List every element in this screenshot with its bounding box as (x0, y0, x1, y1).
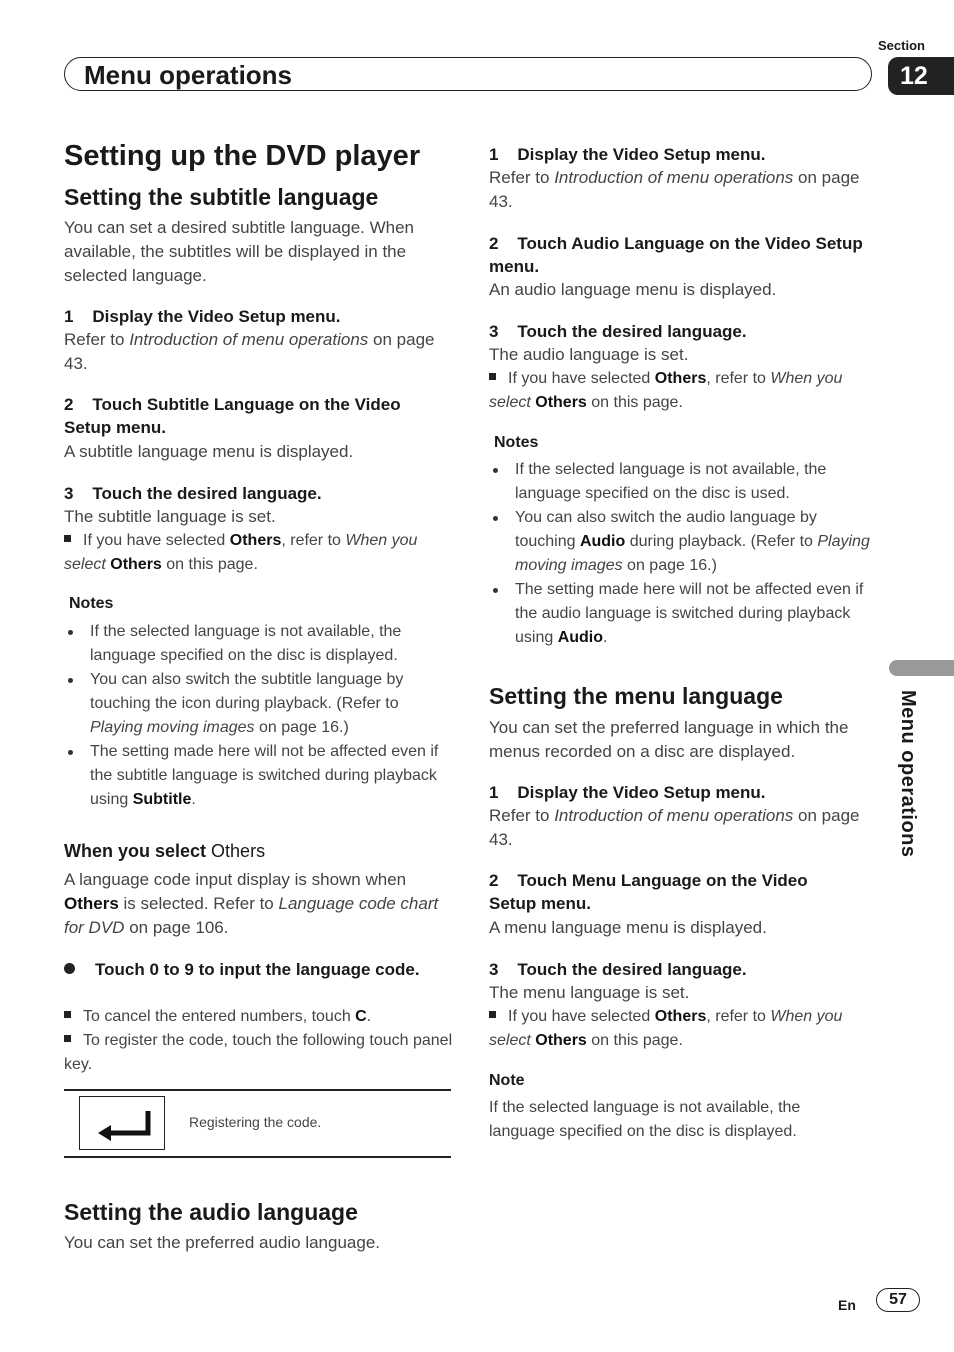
square-bullet-icon (64, 1011, 71, 1018)
enter-key-button[interactable] (79, 1096, 165, 1150)
step-1 (64, 305, 341, 328)
step-3-result: The subtitle language is set. (64, 507, 276, 526)
section-label: Section (878, 38, 925, 53)
step-1-ref: Refer to Introduction of menu operations on page 43. (64, 330, 435, 373)
audio-heading: Setting the audio language (64, 1199, 358, 1225)
step-2: 2 Touch Subtitle Language on the Video Setup menu. (64, 395, 401, 437)
enter-arrow-icon (80, 1097, 166, 1151)
square-bullet-icon (489, 1011, 496, 1018)
audio-step-1: 1 Display the Video Setup menu. (489, 145, 766, 164)
page-title: Setting up the DVD player (64, 140, 421, 172)
notes-title: Notes (69, 595, 114, 612)
notes-list (64, 620, 444, 812)
note-item: If the selected language is not available, the language specified on the disc is displayed. (64, 620, 444, 668)
note-item: You can also switch the subtitle language by touching the icon during playback. (Refer to Playing moving images on page 16.) (64, 668, 444, 740)
step-2-result: A subtitle language menu is displayed. (64, 442, 354, 461)
circle-bullet-icon (64, 963, 75, 974)
cancel-hint: To cancel the entered numbers, touch C. (64, 1005, 454, 1029)
note-item: The setting made here will not be affected even if the audio language is switched during playback using Audio. (489, 578, 874, 650)
square-bullet-icon (489, 373, 496, 380)
audio-notes-list (489, 458, 874, 650)
step-3: 3 Touch the desired language. (64, 484, 322, 503)
header-title: Menu operations (84, 60, 293, 90)
audio-step-3: 3 Touch the desired language. (489, 322, 747, 341)
subtitle-intro: You can set a desired subtitle language. When available, the subtitles will be displayed in the selected language. (64, 218, 415, 285)
step-number: 1 (64, 307, 74, 326)
side-tab-marker (889, 660, 954, 676)
menu-step-1: 1 Display the Video Setup menu. (489, 783, 766, 802)
register-hint: To register the code, touch the following touch panel key. (64, 1032, 453, 1073)
audio-notes-title: Notes (494, 434, 539, 451)
when-paragraph: A language code input display is shown when Others is selected. Refer to Language code chart for DVD on page 106. (64, 870, 439, 937)
audio-others-hint: If you have selected Others, refer to When you select Others on this page. (489, 370, 843, 411)
note-item: You can also switch the audio language by touching Audio during playback. (Refer to Playing moving images on page 16.) (489, 506, 874, 578)
menu-step-2-result: A menu language menu is displayed. (489, 918, 767, 937)
menu-step-3-result: The menu language is set. (489, 983, 690, 1002)
touch-step: Touch 0 to 9 to input the language code. (64, 958, 444, 981)
when-heading: When you select Others (64, 841, 266, 861)
audio-intro: You can set the preferred audio language. (64, 1233, 381, 1252)
section-number: 12 (888, 57, 954, 95)
audio-step-2-result: An audio language menu is displayed. (489, 280, 777, 299)
menu-step-3: 3 Touch the desired language. (489, 960, 747, 979)
menu-heading: Setting the menu language (489, 683, 783, 709)
square-bullet-icon (64, 535, 71, 542)
audio-step-2: 2 Touch Audio Language on the Video Setup menu. (489, 234, 863, 276)
language-code: En (838, 1297, 856, 1313)
key-description: Registering the code. (189, 1114, 322, 1130)
others-hint: If you have selected Others, refer to When you select Others on this page. (64, 532, 418, 573)
menu-step-2: 2 Touch Menu Language on the Video Setup menu. (489, 871, 808, 913)
subtitle-heading: Setting the subtitle language (64, 184, 379, 210)
audio-step-3-result: The audio language is set. (489, 345, 689, 364)
square-bullet-icon (64, 1035, 71, 1042)
note-item: If the selected language is not available, the language specified on the disc is used. (489, 458, 874, 506)
audio-step-1-ref: Refer to Introduction of menu operations on page 43. (489, 168, 860, 211)
note-item: The setting made here will not be affected even if the subtitle language is switched during playback using Subtitle. (64, 740, 444, 812)
menu-step-1-ref: Refer to Introduction of menu operations on page 43. (489, 806, 860, 849)
menu-others-hint: If you have selected Others, refer to When you select Others on this page. (489, 1008, 843, 1049)
step-text: Display the Video Setup menu. (92, 307, 341, 326)
menu-intro: You can set the preferred language in which the menus recorded on a disc are displayed. (489, 718, 849, 761)
menu-note-title: Note (489, 1072, 525, 1089)
menu-note-text: If the selected language is not available, the language specified on the disc is displayed. (489, 1099, 801, 1140)
page-number: 57 (876, 1288, 920, 1312)
side-tab-label: Menu operations (897, 690, 919, 858)
